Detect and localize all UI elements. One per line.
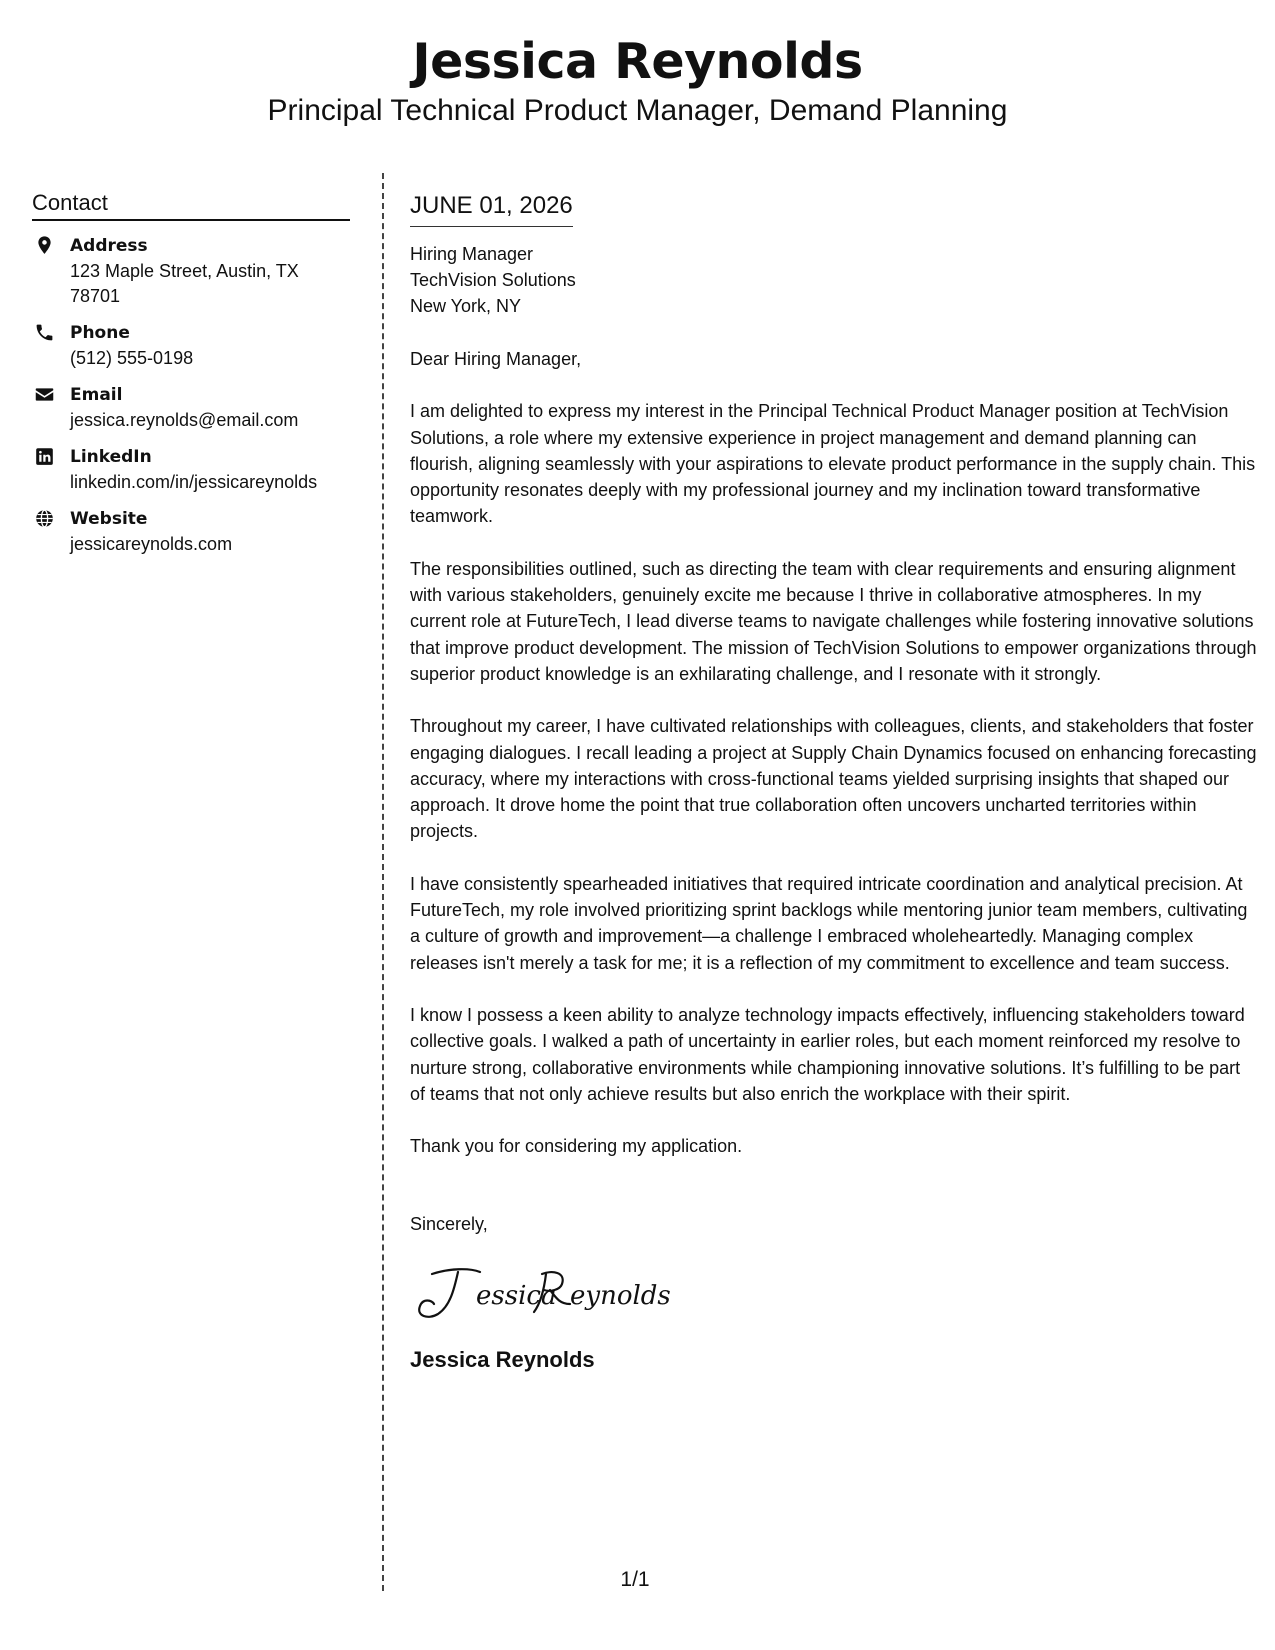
svg-text:essica: essica xyxy=(476,1280,557,1311)
letter-date: JUNE 01, 2026 xyxy=(410,188,573,227)
envelope-icon xyxy=(34,384,55,405)
contact-item-phone xyxy=(32,321,350,371)
svg-text:eynolds: eynolds xyxy=(570,1280,671,1311)
contact-item-address xyxy=(32,234,350,309)
recipient-block xyxy=(410,241,1260,319)
body-paragraph: I have consistently spearheaded initiatives that required intricate coordination and analytical precision. At FutureTech, my role involved prioritizing sprint backlogs while mentoring junior team members, cultivating a culture of growth and improvement—a challenge I embraced wholeheartedly. Managing complex releases isn't merely a task for me; it is a reflection of my commitment to excellence and team success. xyxy=(410,873,1248,973)
body-paragraph: I know I possess a keen ability to analyze technology impacts effectively, influencing stakeholders toward collective goals. I walked a path of uncertainty in earlier roles, but each moment reinforced my resolve to nurture strong, collaborative environments while championing innovative solutions. It’s fulfilling to be part of teams that not only achieve results but also enrich the workplace with their spirit. xyxy=(410,1004,1245,1104)
contact-phone-value: (512) 555-0198 xyxy=(70,348,194,368)
signed-name: Jessica Reynolds xyxy=(410,1347,595,1373)
map-pin-icon xyxy=(34,235,55,256)
recipient-line: TechVision Solutions xyxy=(410,270,576,290)
body-paragraph: I am delighted to express my interest in the Principal Technical Product Manager position at TechVision Solutions, a role where my extensive experience in project management and demand planning can flourish, aligning seamlessly with your aspirations to elevate product performance in the supply chain. This opportunity resonates deeply with my professional journey and my inclination toward transformative teamwork. xyxy=(410,401,1256,527)
column-divider xyxy=(382,173,384,1591)
contact-label: Phone xyxy=(70,323,130,343)
contact-email-value: jessica.reynolds@email.com xyxy=(70,410,299,430)
letter-header xyxy=(0,32,1275,130)
linkedin-icon xyxy=(34,446,55,467)
contact-label: Website xyxy=(70,509,148,529)
signoff: Sincerely, xyxy=(410,1214,488,1235)
applicant-title: Principal Technical Product Manager, Demand Planning xyxy=(267,94,1008,127)
contact-heading: Contact xyxy=(32,188,350,221)
contact-label: Address xyxy=(70,236,148,256)
contact-item-email xyxy=(32,383,350,433)
contact-item-website xyxy=(32,507,350,557)
page-number: 1/1 xyxy=(620,1568,650,1591)
contact-label: Email xyxy=(70,385,123,405)
handwritten-signature xyxy=(410,1260,680,1324)
contact-sidebar xyxy=(32,188,350,569)
contact-website-value: jessicareynolds.com xyxy=(70,534,233,554)
contact-label: LinkedIn xyxy=(70,447,152,467)
body-paragraph: The responsibilities outlined, such as directing the team with clear requirements and ensuring alignment with various stakeholders, genuinely excite me because I thrive in collaborative atmospheres. In my current role at FutureTech, I lead diverse teams to navigate challenges while fostering innovative solutions that improve product development. The mission of TechVision Solutions to empower organizations through superior product knowledge is an exhilarating challenge, and I resonate with it strongly. xyxy=(410,558,1257,684)
letter-body xyxy=(410,188,1260,1375)
applicant-name: Jessica Reynolds xyxy=(412,33,863,90)
salutation: Dear Hiring Manager, xyxy=(410,349,582,369)
phone-icon xyxy=(34,322,55,343)
body-paragraph: Throughout my career, I have cultivated relationships with colleagues, clients, and stakeholders that foster engaging dialogues. I recall leading a project at Supply Chain Dynamics focused on enhancing forecasting accuracy, where my interactions with cross-functional teams yielded surprising insights that shaped our approach. It drove home the point that true collaboration often uncovers uncharted territories within projects. xyxy=(410,716,1257,842)
contact-address-value: 123 Maple Street, Austin, TX 78701 xyxy=(70,261,299,306)
contact-linkedin-value: linkedin.com/in/jessicareynolds xyxy=(70,472,318,492)
recipient-line: Hiring Manager xyxy=(410,244,534,264)
recipient-line: New York, NY xyxy=(410,296,522,316)
closing-line: Thank you for considering my application. xyxy=(410,1136,743,1157)
contact-item-linkedin xyxy=(32,445,350,495)
globe-icon xyxy=(34,508,55,529)
